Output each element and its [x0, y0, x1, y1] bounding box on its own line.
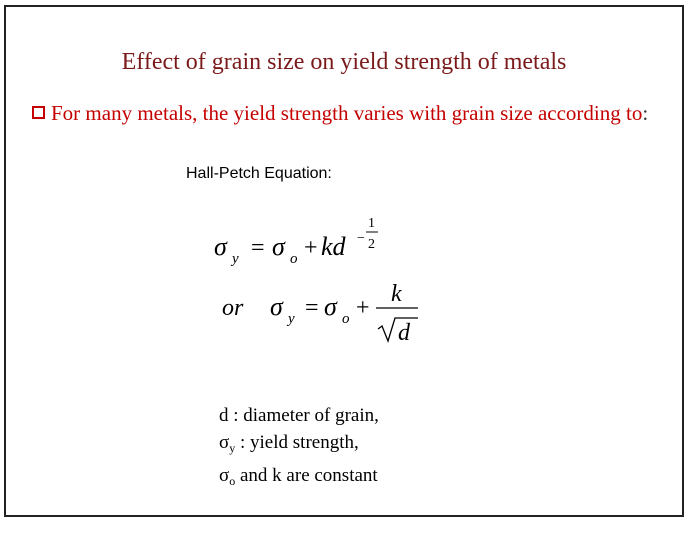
def-sub: y — [229, 441, 236, 455]
def-symbol: σ — [219, 432, 230, 453]
hall-petch-equations — [206, 207, 446, 357]
eq1-exp-num: 1 — [368, 216, 375, 231]
equation-label: Hall-Petch Equation: — [186, 165, 332, 182]
eq1-term: kd — [321, 232, 346, 261]
eq1-rhs-sub: o — [290, 251, 298, 267]
definition-d — [219, 402, 379, 429]
bullet-colon: : — [642, 101, 649, 125]
eq1-lhs-sub: y — [232, 251, 239, 267]
def-text: and k are constant — [235, 465, 378, 486]
eq1-equals: = — [251, 235, 265, 261]
def-sub: o — [229, 474, 236, 488]
bullet-point — [32, 100, 672, 126]
eq2-rhs-sub: o — [342, 311, 350, 327]
def-symbol: d — [219, 405, 229, 426]
eq2-equals: = — [305, 295, 319, 321]
eq1-lhs-sigma: σ — [214, 232, 227, 261]
eq2-rhs-sigma: σ — [324, 292, 337, 321]
def-text: : diameter of grain, — [228, 405, 379, 426]
def-text: : yield strength, — [235, 432, 359, 453]
eq2-frac-num: k — [391, 281, 402, 307]
eq1-plus: + — [304, 235, 318, 261]
checkbox-bullet-icon — [32, 106, 45, 119]
definition-sigma-y — [219, 429, 379, 462]
slide-title: Effect of grain size on yield strength of metals — [121, 49, 567, 75]
eq1-exp-sign: − — [357, 231, 365, 246]
eq2-lhs-sigma: σ — [270, 292, 283, 321]
slide — [4, 5, 684, 517]
definition-sigma-o — [219, 462, 379, 495]
bullet-text: For many metals, the yield strength varies with grain size according to — [51, 101, 643, 125]
eq1-exp-den: 2 — [368, 237, 375, 252]
eq2-lhs-sub: y — [288, 311, 295, 327]
eq1-rhs-sigma: σ — [272, 232, 285, 261]
definitions-list — [219, 402, 379, 495]
eq2-or: or — [222, 295, 244, 321]
eq2-frac-den: d — [398, 320, 410, 346]
def-symbol: σ — [219, 465, 230, 486]
eq2-plus: + — [356, 295, 370, 321]
